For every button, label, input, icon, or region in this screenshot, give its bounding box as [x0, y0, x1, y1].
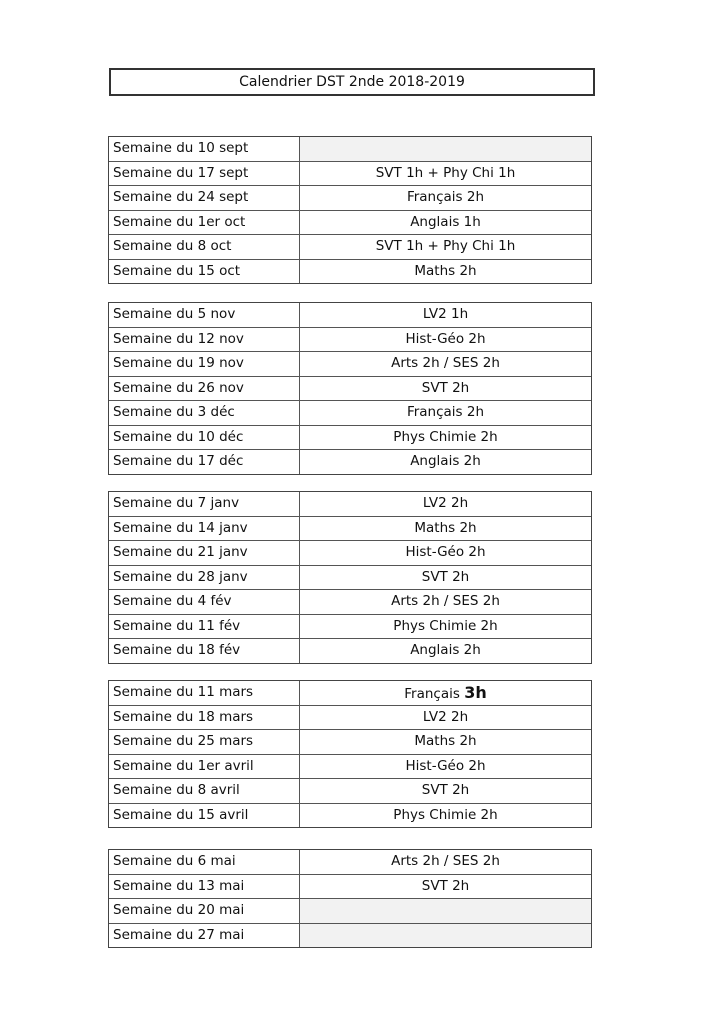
exam-cell: [300, 779, 591, 803]
exam-label: LV2 1h: [422, 306, 469, 322]
exam-cell: [300, 730, 591, 754]
exam-cell: [300, 590, 591, 614]
week-cell: Semaine du 28 janv: [109, 566, 300, 590]
week-cell: Semaine du 15 oct: [109, 260, 300, 284]
exam-cell: [300, 541, 591, 565]
exam-label: Hist-Géo 2h: [405, 544, 486, 560]
exam-cell: [300, 615, 591, 639]
exam-label: Hist-Géo 2h: [405, 757, 486, 774]
table-row: [109, 729, 591, 754]
week-cell: Semaine du 5 nov: [109, 303, 300, 327]
table-row: [109, 754, 591, 779]
week-cell: Semaine du 1er avril: [109, 755, 300, 779]
exam-cell: [300, 162, 591, 186]
week-cell: Semaine du 8 oct: [109, 235, 300, 259]
table-row: [109, 565, 591, 590]
exam-label: Anglais 1h: [410, 213, 481, 230]
exam-label: SVT 2h: [421, 568, 470, 585]
week-cell: Semaine du 25 mars: [109, 730, 300, 754]
exam-label: Hist-Géo 2h: [405, 330, 486, 347]
exam-cell: [300, 303, 591, 327]
exam-label: Maths 2h: [414, 519, 477, 536]
week-cell: Semaine du 1er oct: [109, 211, 300, 235]
exam-cell: [300, 639, 591, 663]
week-cell: Semaine du 4 fév: [109, 590, 300, 614]
exam-label: SVT 2h: [421, 877, 470, 894]
exam-cell: [300, 899, 591, 923]
exam-cell: [300, 186, 591, 210]
exam-cell: [300, 875, 591, 899]
week-cell: Semaine du 20 mai: [109, 899, 300, 923]
exam-label: Arts 2h / SES 2h: [391, 593, 500, 609]
schedule-block: [108, 136, 592, 284]
exam-label: LV2 2h: [422, 495, 469, 511]
week-cell: Semaine du 6 mai: [109, 850, 300, 874]
exam-label: Phys Chimie 2h: [393, 806, 498, 823]
table-row: [109, 898, 591, 923]
schedule-block: [108, 491, 592, 664]
exam-label: SVT 2h: [421, 782, 470, 798]
week-cell: Semaine du 17 déc: [109, 450, 300, 474]
exam-cell: [300, 260, 591, 284]
table-row: [109, 778, 591, 803]
exam-duration-emphasis: 3h: [464, 683, 487, 702]
exam-cell: [300, 377, 591, 401]
schedule-block: [108, 680, 592, 828]
document-title: Calendrier DST 2nde 2018-2019: [109, 68, 595, 96]
week-cell: Semaine du 24 sept: [109, 186, 300, 210]
table-row: [109, 516, 591, 541]
table-row: [109, 803, 591, 828]
exam-cell: [300, 137, 591, 161]
exam-label: Anglais 2h: [410, 642, 481, 658]
exam-cell: [300, 706, 591, 730]
table-row: [109, 185, 591, 210]
exam-label: Arts 2h / SES 2h: [391, 853, 500, 869]
exam-cell: [300, 566, 591, 590]
table-row: [109, 327, 591, 352]
table-row: [109, 614, 591, 639]
week-cell: Semaine du 7 janv: [109, 492, 300, 516]
exam-label: Français 2h: [406, 189, 485, 205]
table-row: [109, 425, 591, 450]
exam-cell: [300, 401, 591, 425]
week-cell: Semaine du 14 janv: [109, 517, 300, 541]
table-row: [109, 234, 591, 259]
exam-cell: [300, 235, 591, 259]
table-row: [109, 638, 591, 663]
exam-label: Français: [404, 686, 460, 702]
table-row: [109, 705, 591, 730]
exam-label: LV2 2h: [422, 708, 469, 725]
schedule-block: [108, 849, 592, 948]
table-row: [109, 681, 591, 705]
week-cell: Semaine du 19 nov: [109, 352, 300, 376]
exam-cell: [300, 352, 591, 376]
exam-label: SVT 1h + Phy Chi 1h: [375, 164, 516, 181]
table-row: [109, 850, 591, 874]
exam-label: Phys Chimie 2h: [393, 428, 498, 445]
week-cell: Semaine du 11 fév: [109, 615, 300, 639]
week-cell: Semaine du 13 mai: [109, 875, 300, 899]
exam-label: SVT 1h + Phy Chi 1h: [375, 238, 516, 254]
week-cell: Semaine du 11 mars: [109, 681, 300, 705]
table-row: [109, 874, 591, 899]
week-cell: Semaine du 3 déc: [109, 401, 300, 425]
table-row: [109, 303, 591, 327]
week-cell: Semaine du 15 avril: [109, 804, 300, 828]
exam-cell: [300, 492, 591, 516]
exam-cell: [300, 681, 591, 705]
exam-cell: [300, 328, 591, 352]
exam-label: Français 2h: [406, 404, 485, 420]
exam-cell: [300, 924, 591, 948]
table-row: [109, 161, 591, 186]
exam-cell: [300, 850, 591, 874]
table-row: [109, 492, 591, 516]
table-row: [109, 210, 591, 235]
exam-cell: [300, 517, 591, 541]
week-cell: Semaine du 12 nov: [109, 328, 300, 352]
exam-cell: [300, 450, 591, 474]
week-cell: Semaine du 8 avril: [109, 779, 300, 803]
week-cell: Semaine du 27 mai: [109, 924, 300, 948]
exam-label: Phys Chimie 2h: [393, 617, 498, 634]
week-cell: Semaine du 21 janv: [109, 541, 300, 565]
table-row: [109, 923, 591, 948]
exam-cell: [300, 804, 591, 828]
schedule-block: [108, 302, 592, 475]
exam-label: SVT 2h: [421, 379, 470, 396]
exam-label: Maths 2h: [414, 733, 477, 749]
table-row: [109, 540, 591, 565]
week-cell: Semaine du 10 sept: [109, 137, 300, 161]
week-cell: Semaine du 17 sept: [109, 162, 300, 186]
table-row: [109, 400, 591, 425]
table-row: [109, 589, 591, 614]
exam-label: Arts 2h / SES 2h: [391, 355, 500, 371]
exam-label: Anglais 2h: [410, 453, 481, 469]
week-cell: Semaine du 10 déc: [109, 426, 300, 450]
week-cell: Semaine du 18 mars: [109, 706, 300, 730]
table-row: [109, 351, 591, 376]
exam-cell: [300, 755, 591, 779]
week-cell: Semaine du 26 nov: [109, 377, 300, 401]
exam-label: Maths 2h: [414, 262, 477, 279]
table-row: [109, 376, 591, 401]
week-cell: Semaine du 18 fév: [109, 639, 300, 663]
table-row: [109, 137, 591, 161]
exam-cell: [300, 426, 591, 450]
exam-cell: [300, 211, 591, 235]
table-row: [109, 259, 591, 284]
table-row: [109, 449, 591, 474]
